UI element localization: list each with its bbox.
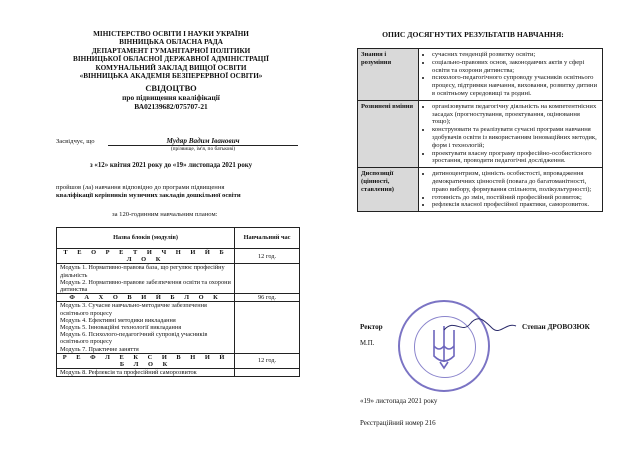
- col-header-hours: Навчальний час: [235, 228, 300, 249]
- results-category: Розвинені вміння: [358, 100, 419, 167]
- results-table: [357, 48, 603, 212]
- results-item: • соціально-правових основ, законодавчих актів у сфері освіти та охорони дитинства;: [432, 59, 599, 75]
- certificate-number: ВА02139682/075707-21: [134, 102, 208, 112]
- certify-prefix: Засвідчує, що: [56, 138, 95, 145]
- rector-label: Ректор: [360, 323, 383, 331]
- modules-table: [56, 227, 300, 377]
- col-header-name: Назва блоків (модулів): [57, 228, 235, 249]
- section-hours: 12 год.: [235, 353, 300, 368]
- document-title: СВІДОЦТВО: [145, 84, 197, 94]
- module-item: Модуль 6. Психолого-педагогічний супровід учасників освітнього процесу: [60, 331, 208, 346]
- institution-header: [40, 30, 302, 80]
- module-item: Модуль 1. Нормативно-правова база, що регулює професійну діяльність: [60, 264, 225, 279]
- results-item: • сучасних тенденцій розвитку освіти;: [432, 51, 599, 59]
- results-item: • готовність до змін, постійний професійний розвиток;: [432, 194, 599, 202]
- module-cell: [57, 369, 235, 377]
- section-hours: 12 год.: [235, 249, 300, 264]
- header-line: «ВІННИЦЬКА АКАДЕМІЯ БЕЗПЕРЕРВНОЇ ОСВІТИ»: [79, 72, 263, 81]
- section-title: Ф А Х О В И Й Б Л О К: [57, 294, 235, 302]
- section-title: Р Е Ф Л Е К С И В Н И Й Б Л О К: [57, 353, 235, 368]
- recipient-name-caption: (прізвище, ім'я, по батькові): [170, 146, 236, 152]
- stamp-label: М.П.: [360, 340, 375, 347]
- results-item: • організовувати педагогічну діяльність на компетентнісних засадах (прогностування, проектування, оцінювання тощо);: [432, 103, 599, 126]
- section-row: [57, 294, 300, 302]
- recipient-name: Мудяр Вадим Іванович: [108, 137, 298, 146]
- results-item: • рефлексія власної професійної практики, саморозвиток.: [432, 201, 599, 209]
- training-text-2: кваліфікації керівників музичних закладів дошкільної освіти: [56, 192, 241, 199]
- header-line: КОМУНАЛЬНИЙ ЗАКЛАД ВИЩОЇ ОСВІТИ: [95, 63, 247, 72]
- results-item: • проектувати власну програму професійно-особистісного зростання, проводити педагогічні дослідження.: [432, 150, 599, 166]
- results-items: [419, 100, 603, 167]
- module-row: [57, 302, 300, 353]
- training-hours: за 120-годинним навчальним планом:: [112, 211, 218, 218]
- header-line: МІНІСТЕРСТВО ОСВІТИ І НАУКИ УКРАЇНИ: [93, 30, 249, 38]
- module-item: Модуль 4. Ефективні методики викладання: [60, 316, 176, 324]
- rector-signature: [440, 314, 520, 336]
- header-line: ВІННИЦЬКА ОБЛАСНА РАДА: [119, 38, 223, 47]
- results-row: [358, 49, 603, 101]
- module-item: Модуль 3. Сучасне навчально-методичне забезпечення освітнього процесу: [60, 302, 207, 317]
- module-item: Модуль 5. Інноваційні технології викладання: [60, 324, 182, 332]
- header-line: ДЕПАРТАМЕНТ ГУМАНІТАРНОЇ ПОЛІТИКИ: [91, 46, 251, 55]
- module-row: [57, 264, 300, 294]
- training-dates: з «12» квітня 2021 року до «19» листопада 2021 року: [89, 162, 253, 169]
- module-hours-cell: [235, 369, 300, 377]
- header-line: ВІННИЦЬКОЇ ОБЛАСНОЇ ДЕРЖАВНОЇ АДМІНІСТРАЦІЇ: [73, 55, 269, 64]
- issue-date: «19» листопада 2021 року: [360, 397, 438, 405]
- results-item: • конструювати та реалізувати сучасні програми навчання здобувачів освіти із використанням інноваційних методик, форм і технологій;: [432, 126, 599, 149]
- module-item: Модуль 7. Практичне заняття: [60, 345, 139, 353]
- results-category: Диспозиції (цінності, ставлення): [358, 168, 419, 212]
- results-category: Знання і розуміння: [358, 49, 419, 101]
- left-page: [40, 30, 302, 112]
- module-cell: [57, 264, 235, 294]
- results-item: • дитиноцентризм, цінність особистості, впровадження демократичних цінностей (повага до багатоманітності, право вибору, формування спільноти, полікультурності);: [432, 170, 599, 193]
- module-row: [57, 369, 300, 377]
- results-items: [419, 168, 603, 212]
- training-text-1: пройшов (ла) навчання відповідно до програми підвищення: [56, 184, 225, 191]
- section-row: [57, 249, 300, 264]
- section-row: [57, 353, 300, 368]
- results-items: [419, 49, 603, 101]
- results-item: • психолого-педагогічного супроводу учасників освітнього процесу, підтримки навчання, виховання, розвитку дитини в освітньому середовищі та родині.: [432, 74, 599, 97]
- module-cell: [57, 302, 235, 353]
- section-hours: 96 год.: [235, 294, 300, 302]
- rector-name: Степан ДРОВОЗЮК: [522, 323, 590, 331]
- table-header-row: [57, 228, 300, 249]
- section-title: Т Е О Р Е Т И Ч Н И Й Б Л О К: [57, 249, 235, 264]
- results-title: ОПИС ДОСЯГНУТИХ РЕЗУЛЬТАТІВ НАВЧАННЯ:: [382, 30, 564, 39]
- module-item: Модуль 2. Нормативно-правове забезпечення освіти та охорони дитинства: [60, 278, 231, 294]
- registration-number: Реєстраційний номер 216: [360, 419, 436, 427]
- results-row: [358, 168, 603, 212]
- results-row: [358, 100, 603, 167]
- module-hours-cell: [235, 264, 300, 294]
- module-hours-cell: [235, 302, 300, 353]
- module-item: Модуль 8. Рефлексія та професійний саморозвиток: [60, 369, 197, 377]
- document-subtitle: про підвищення кваліфікації: [122, 93, 220, 103]
